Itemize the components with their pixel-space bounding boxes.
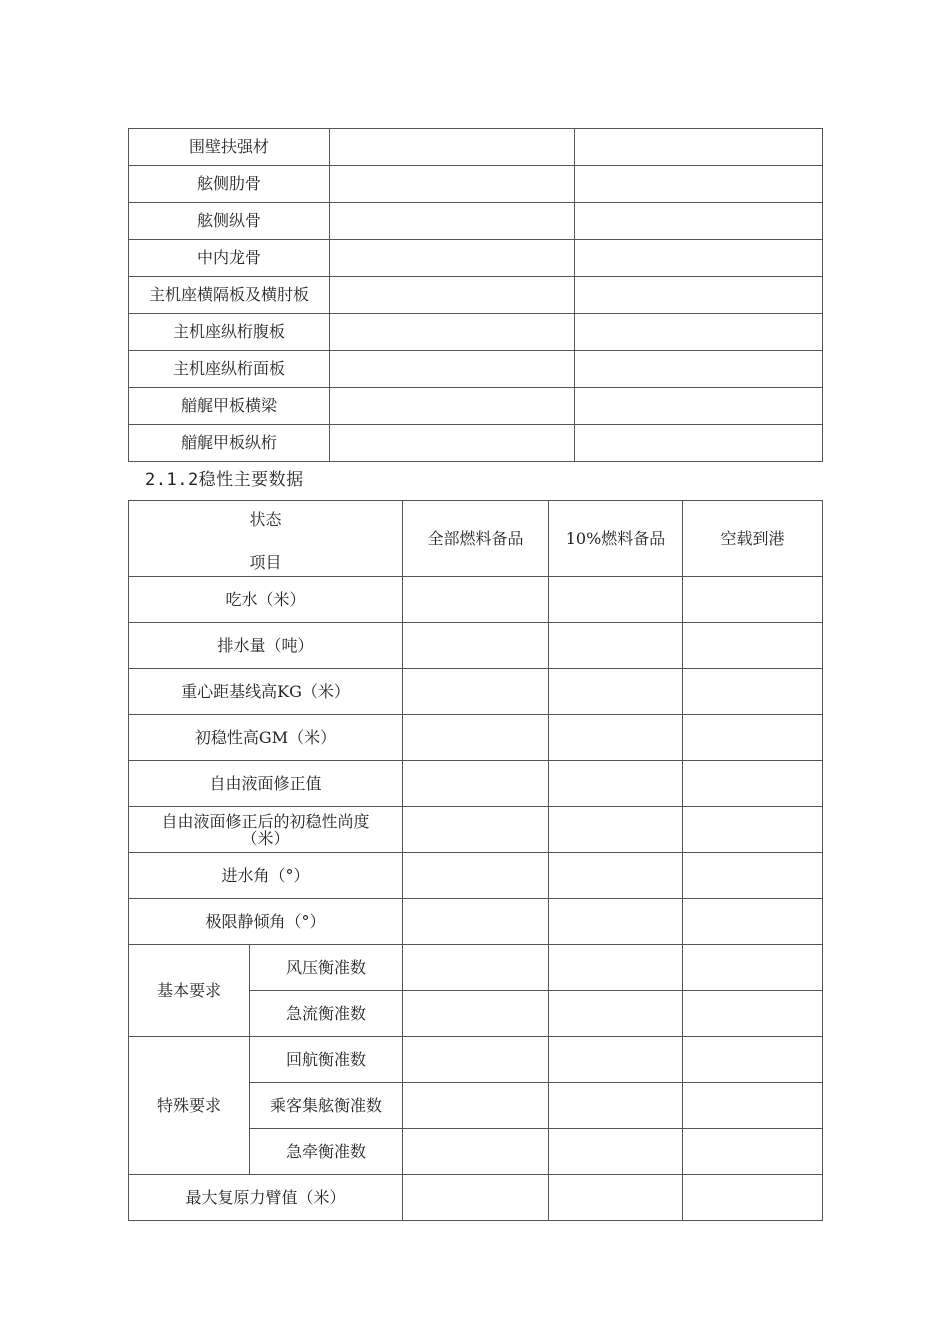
- cell[interactable]: [330, 129, 575, 166]
- state-label: 状态: [249, 510, 282, 529]
- row-label: 乘客集舷衡准数: [250, 1083, 403, 1129]
- row-label: 初稳性高GM（米）: [129, 715, 403, 761]
- table-row: [129, 899, 823, 945]
- cell[interactable]: [549, 899, 683, 945]
- cell[interactable]: [549, 761, 683, 807]
- cell[interactable]: [683, 1175, 823, 1221]
- cell[interactable]: [549, 1037, 683, 1083]
- cell[interactable]: [549, 669, 683, 715]
- table-row: [129, 853, 823, 899]
- column-header: 10%燃料备品: [549, 501, 683, 577]
- stability-table: [128, 500, 823, 1221]
- cell[interactable]: [683, 899, 823, 945]
- column-header: 空载到港: [683, 501, 823, 577]
- row-label: 舷侧纵骨: [129, 203, 330, 240]
- cell[interactable]: [403, 623, 549, 669]
- cell[interactable]: [330, 166, 575, 203]
- table-row: [129, 351, 823, 388]
- cell[interactable]: [549, 991, 683, 1037]
- cell[interactable]: [683, 577, 823, 623]
- row-label: 急流衡准数: [250, 991, 403, 1037]
- cell[interactable]: [403, 761, 549, 807]
- cell[interactable]: [403, 945, 549, 991]
- cell[interactable]: [403, 1175, 549, 1221]
- cell[interactable]: [683, 945, 823, 991]
- cell[interactable]: [575, 425, 823, 462]
- cell[interactable]: [549, 623, 683, 669]
- cell[interactable]: [330, 277, 575, 314]
- cell[interactable]: [683, 761, 823, 807]
- row-label-line1: 自由液面修正后的初稳性尚度: [161, 811, 370, 831]
- cell[interactable]: [549, 945, 683, 991]
- row-label: 自由液面修正值: [129, 761, 403, 807]
- table-header-row: [129, 501, 823, 577]
- cell[interactable]: [403, 1083, 549, 1129]
- section-heading: 2.1.2稳性主要数据: [145, 470, 304, 490]
- table-row: [129, 1037, 823, 1083]
- row-label: 吃水（米）: [129, 577, 403, 623]
- table-row: [129, 129, 823, 166]
- cell[interactable]: [683, 807, 823, 853]
- row-label: 风压衡准数: [250, 945, 403, 991]
- cell[interactable]: [575, 203, 823, 240]
- cell[interactable]: [549, 853, 683, 899]
- table-row: [129, 388, 823, 425]
- table-row: [129, 807, 823, 853]
- row-label: 主机座纵桁面板: [129, 351, 330, 388]
- cell[interactable]: [403, 1129, 549, 1175]
- table-row: [129, 166, 823, 203]
- cell[interactable]: [403, 715, 549, 761]
- cell[interactable]: [683, 669, 823, 715]
- cell[interactable]: [330, 425, 575, 462]
- row-label: 回航衡准数: [250, 1037, 403, 1083]
- table-row: [129, 623, 823, 669]
- cell[interactable]: [549, 1083, 683, 1129]
- group-label-special: 特殊要求: [129, 1037, 250, 1175]
- cell[interactable]: [683, 1037, 823, 1083]
- row-label: 主机座纵桁腹板: [129, 314, 330, 351]
- row-label: 重心距基线高KG（米）: [129, 669, 403, 715]
- cell[interactable]: [403, 577, 549, 623]
- cell[interactable]: [575, 240, 823, 277]
- row-label: [129, 807, 403, 853]
- table-row: [129, 203, 823, 240]
- cell[interactable]: [683, 715, 823, 761]
- cell[interactable]: [549, 807, 683, 853]
- row-label: 排水量（吨）: [129, 623, 403, 669]
- row-label: 艏艉甲板横梁: [129, 388, 330, 425]
- cell[interactable]: [575, 314, 823, 351]
- cell[interactable]: [403, 991, 549, 1037]
- cell[interactable]: [549, 715, 683, 761]
- cell[interactable]: [575, 166, 823, 203]
- cell[interactable]: [403, 807, 549, 853]
- table-row: [129, 1175, 823, 1221]
- structure-table: [128, 128, 823, 462]
- row-label: 主机座横隔板及横肘板: [129, 277, 330, 314]
- row-label: 舷侧肋骨: [129, 166, 330, 203]
- row-label-line2: （米）: [241, 828, 290, 848]
- group-label-basic: 基本要求: [129, 945, 250, 1037]
- cell[interactable]: [683, 853, 823, 899]
- cell[interactable]: [683, 1129, 823, 1175]
- row-label: 极限静倾角（°）: [129, 899, 403, 945]
- cell[interactable]: [575, 351, 823, 388]
- cell[interactable]: [683, 1083, 823, 1129]
- cell[interactable]: [330, 203, 575, 240]
- table-row: [129, 277, 823, 314]
- cell[interactable]: [330, 240, 575, 277]
- table-row: [129, 715, 823, 761]
- cell[interactable]: [549, 1175, 683, 1221]
- table-row: [129, 945, 823, 991]
- cell[interactable]: [403, 669, 549, 715]
- cell[interactable]: [549, 1129, 683, 1175]
- cell[interactable]: [403, 853, 549, 899]
- item-label: 项目: [249, 553, 282, 572]
- row-label: 中内龙骨: [129, 240, 330, 277]
- table-row: [129, 761, 823, 807]
- cell[interactable]: [330, 351, 575, 388]
- table-row: [129, 669, 823, 715]
- table-row: [129, 314, 823, 351]
- cell[interactable]: [330, 314, 575, 351]
- cell[interactable]: [575, 129, 823, 166]
- header-corner-cell: [129, 501, 403, 577]
- table-row: [129, 577, 823, 623]
- table-row: [129, 425, 823, 462]
- row-label: 急牵衡准数: [250, 1129, 403, 1175]
- row-label: 进水角（°）: [129, 853, 403, 899]
- cell[interactable]: [403, 1037, 549, 1083]
- column-header: 全部燃料备品: [403, 501, 549, 577]
- cell[interactable]: [575, 388, 823, 425]
- cell[interactable]: [683, 623, 823, 669]
- cell[interactable]: [330, 388, 575, 425]
- table-row: [129, 240, 823, 277]
- cell[interactable]: [683, 991, 823, 1037]
- row-label: 最大复原力臂值（米）: [129, 1175, 403, 1221]
- row-label: 艏艉甲板纵桁: [129, 425, 330, 462]
- row-label: 围壁扶强材: [129, 129, 330, 166]
- cell[interactable]: [403, 899, 549, 945]
- cell[interactable]: [575, 277, 823, 314]
- cell[interactable]: [549, 577, 683, 623]
